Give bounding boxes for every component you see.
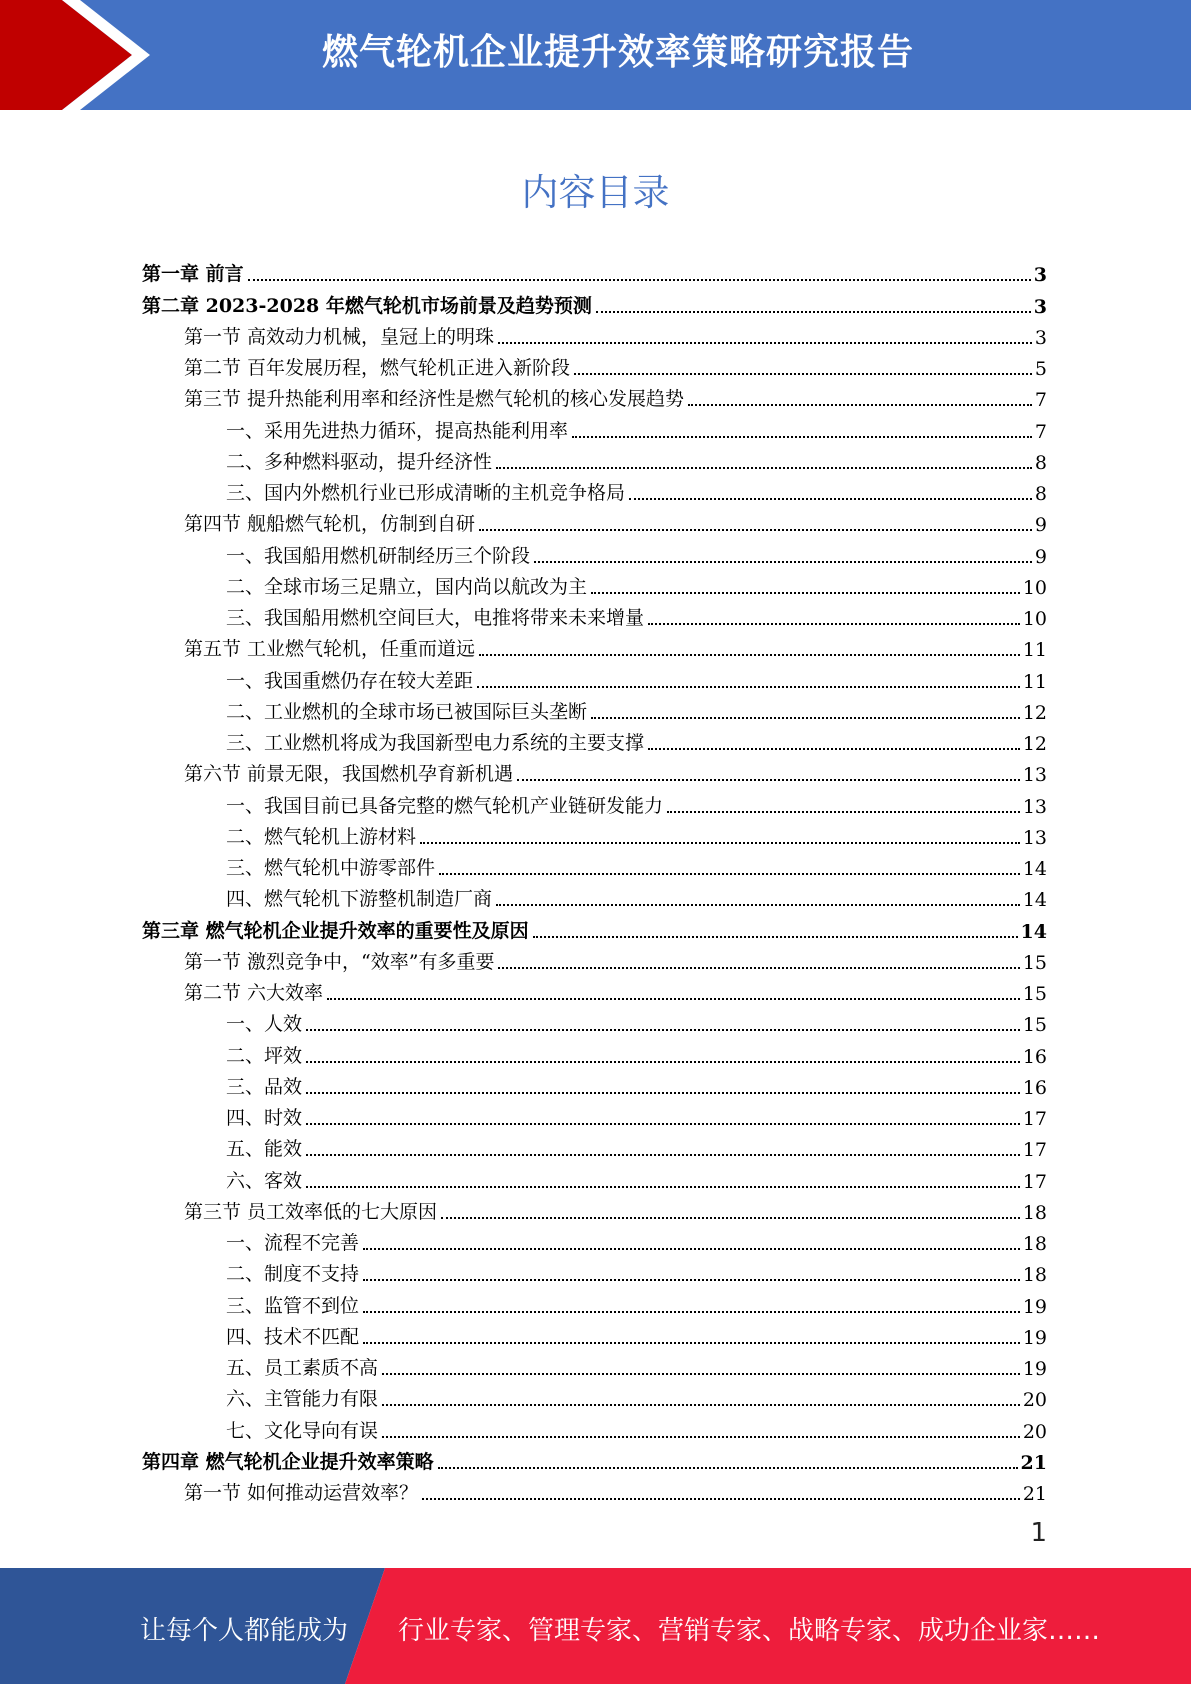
toc-entry-title: 四、燃气轮机下游整机制造厂商 (226, 888, 493, 911)
toc-entry-page: 13 (1022, 795, 1047, 818)
toc-entry-page: 18 (1022, 1264, 1047, 1287)
toc-leader-dots (479, 529, 1032, 531)
toc-entry-page: 3 (1034, 326, 1047, 349)
toc-leader-dots (572, 436, 1032, 438)
toc-entry-title: 一、流程不完善 (226, 1232, 360, 1254)
toc-entry-page: 16 (1022, 1076, 1047, 1099)
toc-entry-title: 三、监管不到位 (226, 1294, 360, 1317)
toc-leader-dots (248, 279, 1031, 281)
toc-entry[interactable] (142, 349, 1047, 380)
toc-leader-dots (306, 1154, 1020, 1156)
toc-entry[interactable] (142, 443, 1047, 474)
footer-slogan-left: 让每个人都能成为 (140, 1616, 349, 1646)
toc-entry[interactable] (142, 911, 1047, 942)
toc-leader-dots (441, 1217, 1020, 1219)
toc-entry[interactable] (142, 630, 1047, 661)
toc-entry[interactable] (142, 1286, 1047, 1317)
toc-entry-title: 七、文化导向有误 (226, 1419, 379, 1442)
toc-entry-page: 3 (1033, 295, 1047, 318)
toc-entry-page: 10 (1022, 576, 1047, 599)
toc-entry[interactable] (142, 474, 1047, 505)
toc-entry-page: 14 (1022, 858, 1047, 880)
toc-entry-page: 19 (1022, 1358, 1047, 1380)
toc-leader-dots (534, 561, 1032, 563)
toc-entry-page: 19 (1022, 1295, 1047, 1318)
toc-entry-title: 第三节 提升热能利用率和经济性是燃气轮机的核心发展趋势 (184, 388, 685, 411)
toc-leader-dots (591, 592, 1020, 594)
toc-entry-page: 12 (1022, 701, 1047, 724)
toc-entry-title: 六、客效 (226, 1169, 303, 1192)
toc-entry-title: 五、能效 (226, 1138, 303, 1161)
toc-entry-page: 9 (1034, 514, 1047, 537)
toc-leader-dots (382, 1373, 1020, 1375)
footer-slogan-right: 行业专家、管理专家、营销专家、战略专家、成功企业家…… (398, 1616, 1101, 1646)
toc-entry[interactable] (142, 1411, 1047, 1442)
toc-entry[interactable] (142, 380, 1047, 411)
toc-leader-dots (306, 1029, 1020, 1031)
toc-entry[interactable] (142, 755, 1047, 786)
toc-entry[interactable] (142, 943, 1047, 974)
toc-entry-title: 四、技术不匹配 (226, 1325, 360, 1348)
toc-leader-dots (498, 342, 1032, 344)
toc-entry-title: 一、我国重燃仍存在较大差距 (226, 669, 474, 692)
toc-entry-title: 二、全球市场三足鼎立，国内尚以航改为主 (226, 575, 588, 598)
toc-entry-title: 三、燃气轮机中游零部件 (226, 857, 436, 879)
toc-entry-title: 第四章 燃气轮机企业提升效率策略 (142, 1450, 434, 1473)
toc-entry-page: 16 (1022, 1045, 1047, 1068)
toc-leader-dots (667, 811, 1020, 813)
toc-entry[interactable] (142, 1255, 1047, 1286)
toc-entry-title: 第六节 前景无限，我国燃机孕育新机遇 (184, 763, 514, 786)
toc-entry-page: 15 (1022, 983, 1047, 1005)
toc-entry-page: 13 (1022, 764, 1047, 787)
toc-entry[interactable] (142, 1130, 1047, 1161)
toc-leader-dots (420, 842, 1020, 844)
toc-entry[interactable] (142, 1068, 1047, 1099)
toc-entry[interactable] (142, 786, 1047, 817)
toc-entry[interactable] (142, 1036, 1047, 1067)
toc-entry[interactable] (142, 411, 1047, 442)
toc-leader-dots (574, 373, 1032, 375)
toc-entry-page: 15 (1022, 951, 1047, 974)
toc-entry[interactable] (142, 286, 1047, 317)
toc-heading: 内容目录 (521, 171, 670, 214)
toc-entry-title: 一、我国船用燃机研制经历三个阶段 (226, 544, 531, 567)
toc-entry-title: 第一节 高效动力机械，皇冠上的明珠 (184, 325, 495, 348)
toc-entry-page: 5 (1034, 358, 1047, 380)
toc-entry-title: 三、国内外燃机行业已形成清晰的主机竞争格局 (226, 482, 626, 504)
toc-leader-dots (479, 654, 1020, 656)
toc-entry-page: 14 (1020, 920, 1047, 943)
toc-entry[interactable] (142, 693, 1047, 724)
toc-leader-dots (306, 1186, 1020, 1188)
toc-entry-page: 17 (1022, 1170, 1047, 1193)
toc-entry-page: 20 (1022, 1420, 1047, 1443)
toc-entry-page: 20 (1022, 1389, 1047, 1412)
toc-entry[interactable] (142, 1349, 1047, 1380)
toc-entry[interactable] (142, 1474, 1047, 1505)
toc-entry-page: 14 (1022, 889, 1047, 912)
toc-entry-page: 21 (1022, 1483, 1047, 1505)
report-title: 燃气轮机企业提升效率策略研究报告 (321, 32, 914, 73)
toc-entry-title: 二、多种燃料驱动，提升经济性 (226, 450, 493, 473)
toc-entry-title: 第二章 2023-2028 年燃气轮机市场前景及趋势预测 (142, 294, 592, 317)
toc-leader-dots (439, 873, 1020, 875)
toc-entry[interactable] (142, 1099, 1047, 1130)
toc-leader-dots (363, 1342, 1020, 1344)
toc-entry[interactable] (142, 599, 1047, 630)
toc-entry-page: 11 (1022, 670, 1047, 693)
toc-entry[interactable] (142, 505, 1047, 536)
toc-leader-dots (496, 467, 1032, 469)
toc-entry-title: 四、时效 (226, 1107, 303, 1129)
toc-entry[interactable] (142, 1380, 1047, 1411)
toc-entry-title: 二、工业燃机的全球市场已被国际巨头垄断 (226, 700, 588, 723)
toc-entry[interactable] (142, 1318, 1047, 1349)
toc-leader-dots (363, 1248, 1020, 1250)
toc-leader-dots (306, 1123, 1020, 1125)
toc-leader-dots (498, 967, 1019, 969)
toc-entry-title: 三、工业燃机将成为我国新型电力系统的主要支撑 (226, 732, 645, 754)
toc-leader-dots (596, 311, 1031, 313)
toc-entry-page: 17 (1022, 1108, 1047, 1130)
toc-leader-dots (363, 1311, 1020, 1313)
page-number: 1 (1030, 1518, 1047, 1548)
toc-entry-page: 3 (1033, 264, 1047, 287)
toc-entry-title: 第三节 员工效率低的七大原因 (184, 1200, 438, 1223)
toc-entry[interactable] (142, 1224, 1047, 1255)
toc-entry-title: 第一节 激烈竞争中，“效率”有多重要 (184, 950, 495, 973)
toc-entry-title: 第二节 六大效率 (184, 982, 324, 1004)
toc-leader-dots (629, 498, 1032, 500)
toc-entry[interactable] (142, 1005, 1047, 1036)
toc-entry[interactable] (142, 1193, 1047, 1224)
toc-leader-dots (533, 936, 1018, 938)
toc-entry-title: 二、坪效 (226, 1044, 303, 1067)
toc-entry-title: 第五节 工业燃气轮机，任重而道远 (184, 638, 476, 661)
toc-leader-dots (688, 404, 1032, 406)
toc-entry[interactable] (142, 255, 1047, 286)
toc-entry-title: 第四节 舰船燃气轮机，仿制到自研 (184, 513, 476, 536)
toc-entry-title: 一、我国目前已具备完整的燃气轮机产业链研发能力 (226, 794, 664, 817)
toc-entry-page: 18 (1022, 1233, 1047, 1255)
toc-entry-page: 9 (1034, 545, 1047, 568)
toc-entry[interactable] (142, 724, 1047, 755)
toc-entry-title: 第一节 如何推动运营效率？ (184, 1482, 419, 1504)
toc-leader-dots (306, 1061, 1020, 1063)
toc-entry-page: 18 (1022, 1201, 1047, 1224)
toc-leader-dots (363, 1279, 1020, 1281)
toc-leader-dots (382, 1404, 1020, 1406)
toc-entry-page: 8 (1034, 483, 1047, 505)
toc-entry-title: 二、燃气轮机上游材料 (226, 825, 417, 848)
toc-entry-page: 10 (1022, 608, 1047, 630)
toc-leader-dots (517, 779, 1020, 781)
toc-entry[interactable] (142, 818, 1047, 849)
toc-leader-dots (306, 1092, 1020, 1094)
toc-entry-page: 7 (1034, 420, 1047, 443)
toc-entry[interactable] (142, 661, 1047, 692)
toc-leader-dots (648, 748, 1020, 750)
toc-leader-dots (438, 1467, 1018, 1469)
toc-entry-title: 三、品效 (226, 1075, 303, 1098)
toc-leader-dots (327, 998, 1020, 1000)
toc-entry-title: 六、主管能力有限 (226, 1388, 379, 1411)
header-banner (0, 0, 1191, 110)
toc-entry-page: 15 (1022, 1014, 1047, 1037)
toc-entry[interactable] (142, 849, 1047, 880)
toc-leader-dots (591, 717, 1020, 719)
table-of-contents (142, 255, 1047, 1505)
toc-entry-page: 7 (1034, 389, 1047, 412)
toc-entry-page: 13 (1022, 826, 1047, 849)
toc-entry-title: 三、我国船用燃机空间巨大，电推将带来未来增量 (226, 607, 645, 629)
toc-entry-title: 五、员工素质不高 (226, 1357, 379, 1379)
toc-entry-page: 12 (1022, 733, 1047, 755)
toc-entry-page: 19 (1022, 1326, 1047, 1349)
toc-entry-title: 一、人效 (226, 1013, 303, 1036)
toc-entry-title: 二、制度不支持 (226, 1263, 360, 1286)
toc-entry[interactable] (142, 1443, 1047, 1474)
toc-entry[interactable] (142, 536, 1047, 567)
toc-entry[interactable] (142, 568, 1047, 599)
toc-entry[interactable] (142, 1161, 1047, 1192)
toc-entry-title: 第三章 燃气轮机企业提升效率的重要性及原因 (142, 919, 529, 942)
toc-entry[interactable] (142, 880, 1047, 911)
toc-entry-page: 21 (1020, 1451, 1047, 1474)
toc-entry[interactable] (142, 318, 1047, 349)
toc-entry-page: 17 (1022, 1139, 1047, 1162)
toc-leader-dots (422, 1498, 1020, 1500)
toc-entry-page: 11 (1022, 639, 1047, 662)
toc-leader-dots (496, 904, 1020, 906)
toc-leader-dots (477, 686, 1020, 688)
toc-entry-title: 第二节 百年发展历程，燃气轮机正进入新阶段 (184, 357, 571, 379)
toc-entry-title: 一、采用先进热力循环，提高热能利用率 (226, 419, 569, 442)
toc-entry-page: 8 (1034, 451, 1047, 474)
toc-leader-dots (382, 1436, 1020, 1438)
toc-entry[interactable] (142, 974, 1047, 1005)
toc-entry-title: 第一章 前言 (142, 263, 244, 286)
toc-leader-dots (648, 623, 1020, 625)
